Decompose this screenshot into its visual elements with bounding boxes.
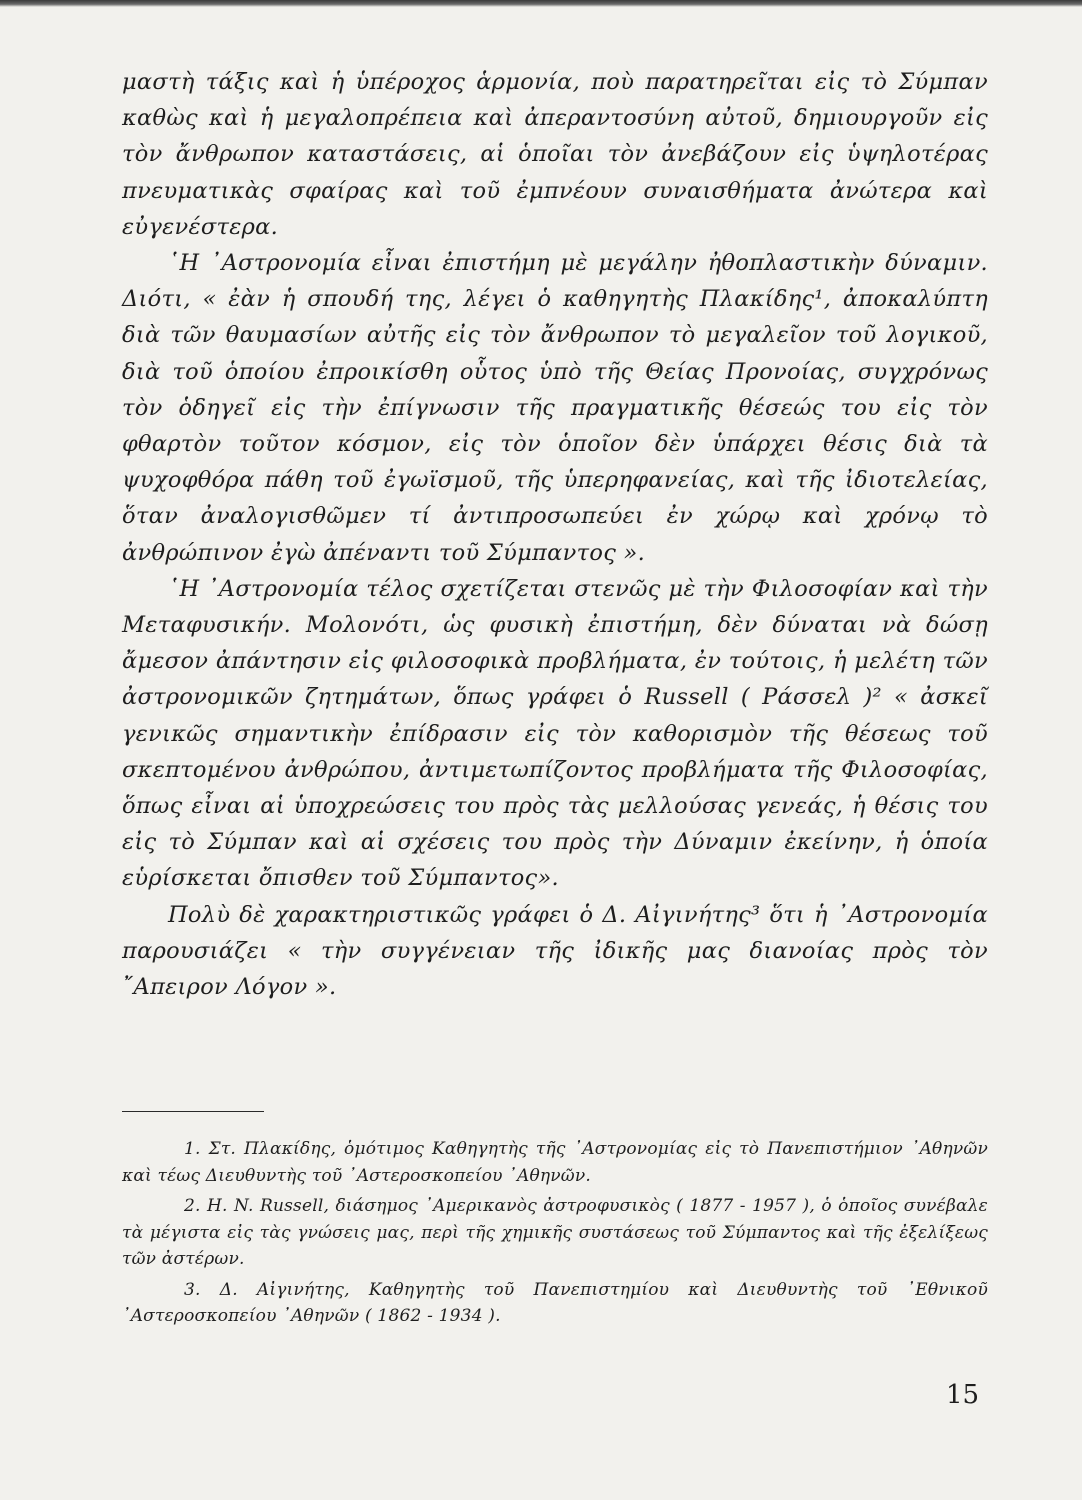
footnotes xyxy=(122,1136,988,1334)
page-number: 15 xyxy=(946,1380,980,1410)
paragraph-astronomy-philosophy: ῾Η ᾿Αστρονομία τέλος σχετίζεται στενῶς μὲ τὴν Φιλοσοφίαν καὶ τὴν Μεταφυσικήν. Μολονότι, ὡς φυσικὴ ἐπιστήμη, δὲν δύναται νὰ δώσῃ ἄμεσον ἀπάντησιν εἰς φιλοσοφικὰ προβλήματα, ἐν τούτοις, ἡ μελέτη τῶν ἀστρονομικῶν ζητημάτων, ὅπως γράφει ὁ Russell ( Ράσσελ )² « ἀσκεῖ γενικῶς σημαντικὴν ἐπίδρασιν εἰς τὸν καθορισμὸν τῆς θέσεως τοῦ σκεπτομένου ἀνθρώπου, ἀντιμετωπίζοντος προβλήματα τῆς Φιλοσοφίας, ὅπως εἶναι αἱ ὑποχρεώσεις του πρὸς τὰς μελλούσας γενεάς, ἡ θέσις του εἰς τὸ Σύμπαν καὶ αἱ σχέσεις του πρὸς τὴν Δύναμιν ἐκείνην, ἡ ὁποία εὑρίσκεται ὄπισθεν τοῦ Σύμπαντος». xyxy=(122,575,988,892)
footnote-3: 3. Δ. Αἰγινήτης, Καθηγητὴς τοῦ Πανεπιστημίου καὶ Διευθυντὴς τοῦ ᾿Εθνικοῦ ᾿Αστεροσκοπείου ᾿Αθηνῶν ( 1862 - 1934 ). xyxy=(122,1279,988,1326)
footnote-2: 2. H. N. Russell, διάσημος ᾿Αμερικανὸς ἀστροφυσικὸς ( 1877 - 1957 ), ὁ ὁποῖος συνέβαλε τὰ μέγιστα εἰς τὰς γνώσεις μας, περὶ τῆς χημικῆς συστάσεως τοῦ Σύμπαντος καὶ τῆς ἐξελίξεως τῶν ἀστέρων. xyxy=(122,1196,988,1269)
footnote-separator xyxy=(122,1111,264,1112)
page-top-edge-shadow xyxy=(0,0,1082,7)
paragraph-aiginitis-quote: Πολὺ δὲ χαρακτηριστικῶς γράφει ὁ Δ. Αἰγινήτης³ ὅτι ἡ ᾿Αστρονομία παρουσιάζει « τὴν συγγένειαν τῆς ἰδικῆς μας διανοίας πρὸς τὸν ῎Απειρον Λόγον ». xyxy=(122,901,988,1001)
paragraph-astronomy-ethics: ῾Η ᾿Αστρονομία εἶναι ἐπιστήμη μὲ μεγάλην ἠθοπλαστικὴν δύναμιν. Διότι, « ἐὰν ἡ σπουδή της, λέγει ὁ καθηγητὴς Πλακίδης¹, ἀποκαλύπτη διὰ τῶν θαυμασίων αὐτῆς εἰς τὸν ἄνθρωπον τὸ μεγαλεῖον τοῦ λογικοῦ, διὰ τοῦ ὁποίου ἐπροικίσθη οὗτος ὑπὸ τῆς Θείας Προνοίας, συγχρόνως τὸν ὁδηγεῖ εἰς τὴν ἐπίγνωσιν τῆς πραγματικῆς θέσεώς του εἰς τὸν φθαρτὸν τοῦτον κόσμον, εἰς τὸν ὁποῖον δὲν ὑπάρχει θέσις διὰ τὰ ψυχοφθόρα πάθη τοῦ ἐγωϊσμοῦ, τῆς ὑπερηφανείας, καὶ τῆς ἰδιοτελείας, ὅταν ἀναλογισθῶμεν τί ἀντιπροσωπεύει ἐν χώρῳ καὶ χρόνῳ τὸ ἀνθρώπινον ἐγὼ ἀπέναντι τοῦ Σύμπαντος ». xyxy=(122,250,988,566)
paragraph-continuation: μαστὴ τάξις καὶ ἡ ὑπέροχος ἁρμονία, ποὺ παρατηρεῖται εἰς τὸ Σύμπαν καθὼς καὶ ἡ μεγαλοπρέπεια καὶ ἀπεραντοσύνη αὐτοῦ, δημιουργοῦν εἰς τὸν ἄνθρωπον καταστάσεις, αἱ ὁποῖαι τὸν ἀνεβάζουν εἰς ὑψηλοτέρας πνευματικὰς σφαίρας καὶ τοῦ ἐμπνέουν συναισθήματα ἀνώτερα καὶ εὐγενέστερα. xyxy=(122,69,988,240)
main-text xyxy=(122,64,988,1005)
footnote-1: 1. Στ. Πλακίδης, ὁμότιμος Καθηγητὴς τῆς ᾿Αστρονομίας εἰς τὸ Πανεπιστήμιον ᾿Αθηνῶν καὶ τέως Διευθυντὴς τοῦ ᾿Αστεροσκοπείου ᾿Αθηνῶν. xyxy=(122,1139,988,1186)
